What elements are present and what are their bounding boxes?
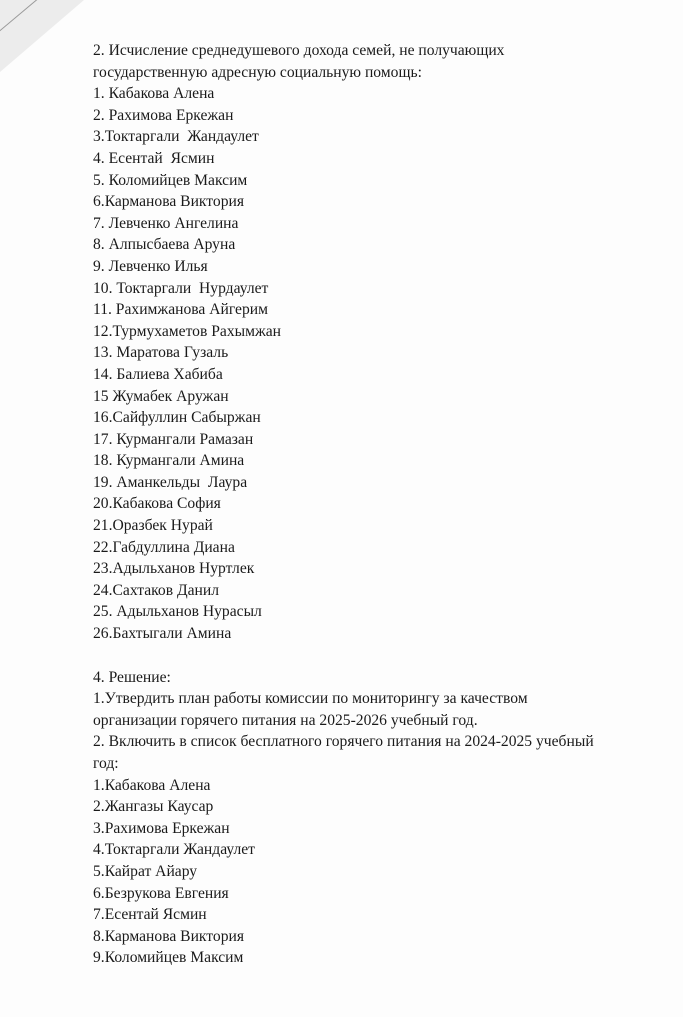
- list-item: 8. Алпысбаева Аруна: [93, 236, 236, 254]
- list-item: 1.Кабакова Алена: [93, 776, 211, 794]
- list-item: 9.Коломийцев Максим: [93, 949, 244, 967]
- list-item: 3.Рахимова Еркежан: [93, 819, 230, 837]
- free-meal-list: [93, 775, 663, 969]
- list-item: 4.Токтаргали Жандаулет: [93, 841, 255, 859]
- list-item: 14. Балиева Хабиба: [93, 365, 223, 383]
- section-decision: [93, 667, 663, 969]
- list-item: 7.Есентай Ясмин: [93, 906, 207, 924]
- decision-item-2-continued: год:: [93, 755, 119, 772]
- income-list: [93, 83, 663, 644]
- list-item: 25. Адыльханов Нурасыл: [93, 603, 262, 621]
- decision-item-1: 1.Утвердить план работы комиссии по мониторингу за качеством: [93, 690, 528, 708]
- list-item: 12.Турмухаметов Рахымжан: [93, 322, 282, 340]
- list-item: 2.Жангазы Каусар: [93, 798, 214, 816]
- list-item: 11. Рахимжанова Айгерим: [93, 301, 268, 319]
- decision-item-2: 2. Включить в список бесплатного горячего питания на 2024-2025 учебный: [93, 733, 594, 751]
- decision-item-1-continued: организации горячего питания на 2025-2026 учебный год.: [93, 711, 478, 729]
- list-item: 6.Безрукова Евгения: [93, 884, 229, 902]
- section-income-calculation: [93, 40, 663, 645]
- folded-page-corner: [0, 0, 84, 72]
- list-item: 16.Сайфуллин Сабыржан: [93, 409, 261, 427]
- list-item: 13. Маратова Гузаль: [93, 344, 229, 362]
- list-item: 7. Левченко Ангелина: [93, 214, 239, 232]
- list-item: 8.Карманова Виктория: [93, 927, 245, 945]
- list-item: 5. Коломийцев Максим: [93, 171, 248, 189]
- list-item: 23.Адыльханов Нуртлек: [93, 560, 255, 578]
- list-item: 22.Габдуллина Диана: [93, 538, 235, 556]
- list-item: 21.Оразбек Нурай: [93, 517, 213, 535]
- list-item: 4. Есентай Ясмин: [93, 149, 215, 167]
- list-item: 24.Сахтаков Данил: [93, 581, 220, 599]
- list-item: 3.Токтаргали Жандаулет: [93, 128, 259, 146]
- list-item: 17. Курмангали Рамазан: [93, 430, 254, 448]
- list-item: 9. Левченко Илья: [93, 257, 208, 275]
- section-heading: 2. Исчисление среднедушевого дохода семей, не получающих: [93, 42, 505, 59]
- list-item: 5.Кайрат Айару: [93, 862, 198, 880]
- list-item: 20.Кабакова София: [93, 495, 221, 513]
- list-item: 19. Аманкельды Лаура: [93, 473, 248, 491]
- list-item: 2. Рахимова Еркежан: [93, 106, 234, 124]
- section-heading-continued: государственную адресную социальную помощь:: [93, 63, 422, 81]
- list-item: 18. Курмангали Амина: [93, 452, 245, 470]
- document-body: [93, 40, 663, 969]
- list-item: 10. Токтаргали Нурдаулет: [93, 279, 269, 297]
- list-item: 6.Карманова Виктория: [93, 193, 245, 211]
- decision-heading: 4. Решение:: [93, 668, 171, 686]
- list-item: 15 Жумабек Аружан: [93, 387, 229, 405]
- list-item: 26.Бахтыгали Амина: [93, 625, 232, 643]
- list-item: 1. Кабакова Алена: [93, 85, 215, 103]
- section-gap: [93, 645, 663, 667]
